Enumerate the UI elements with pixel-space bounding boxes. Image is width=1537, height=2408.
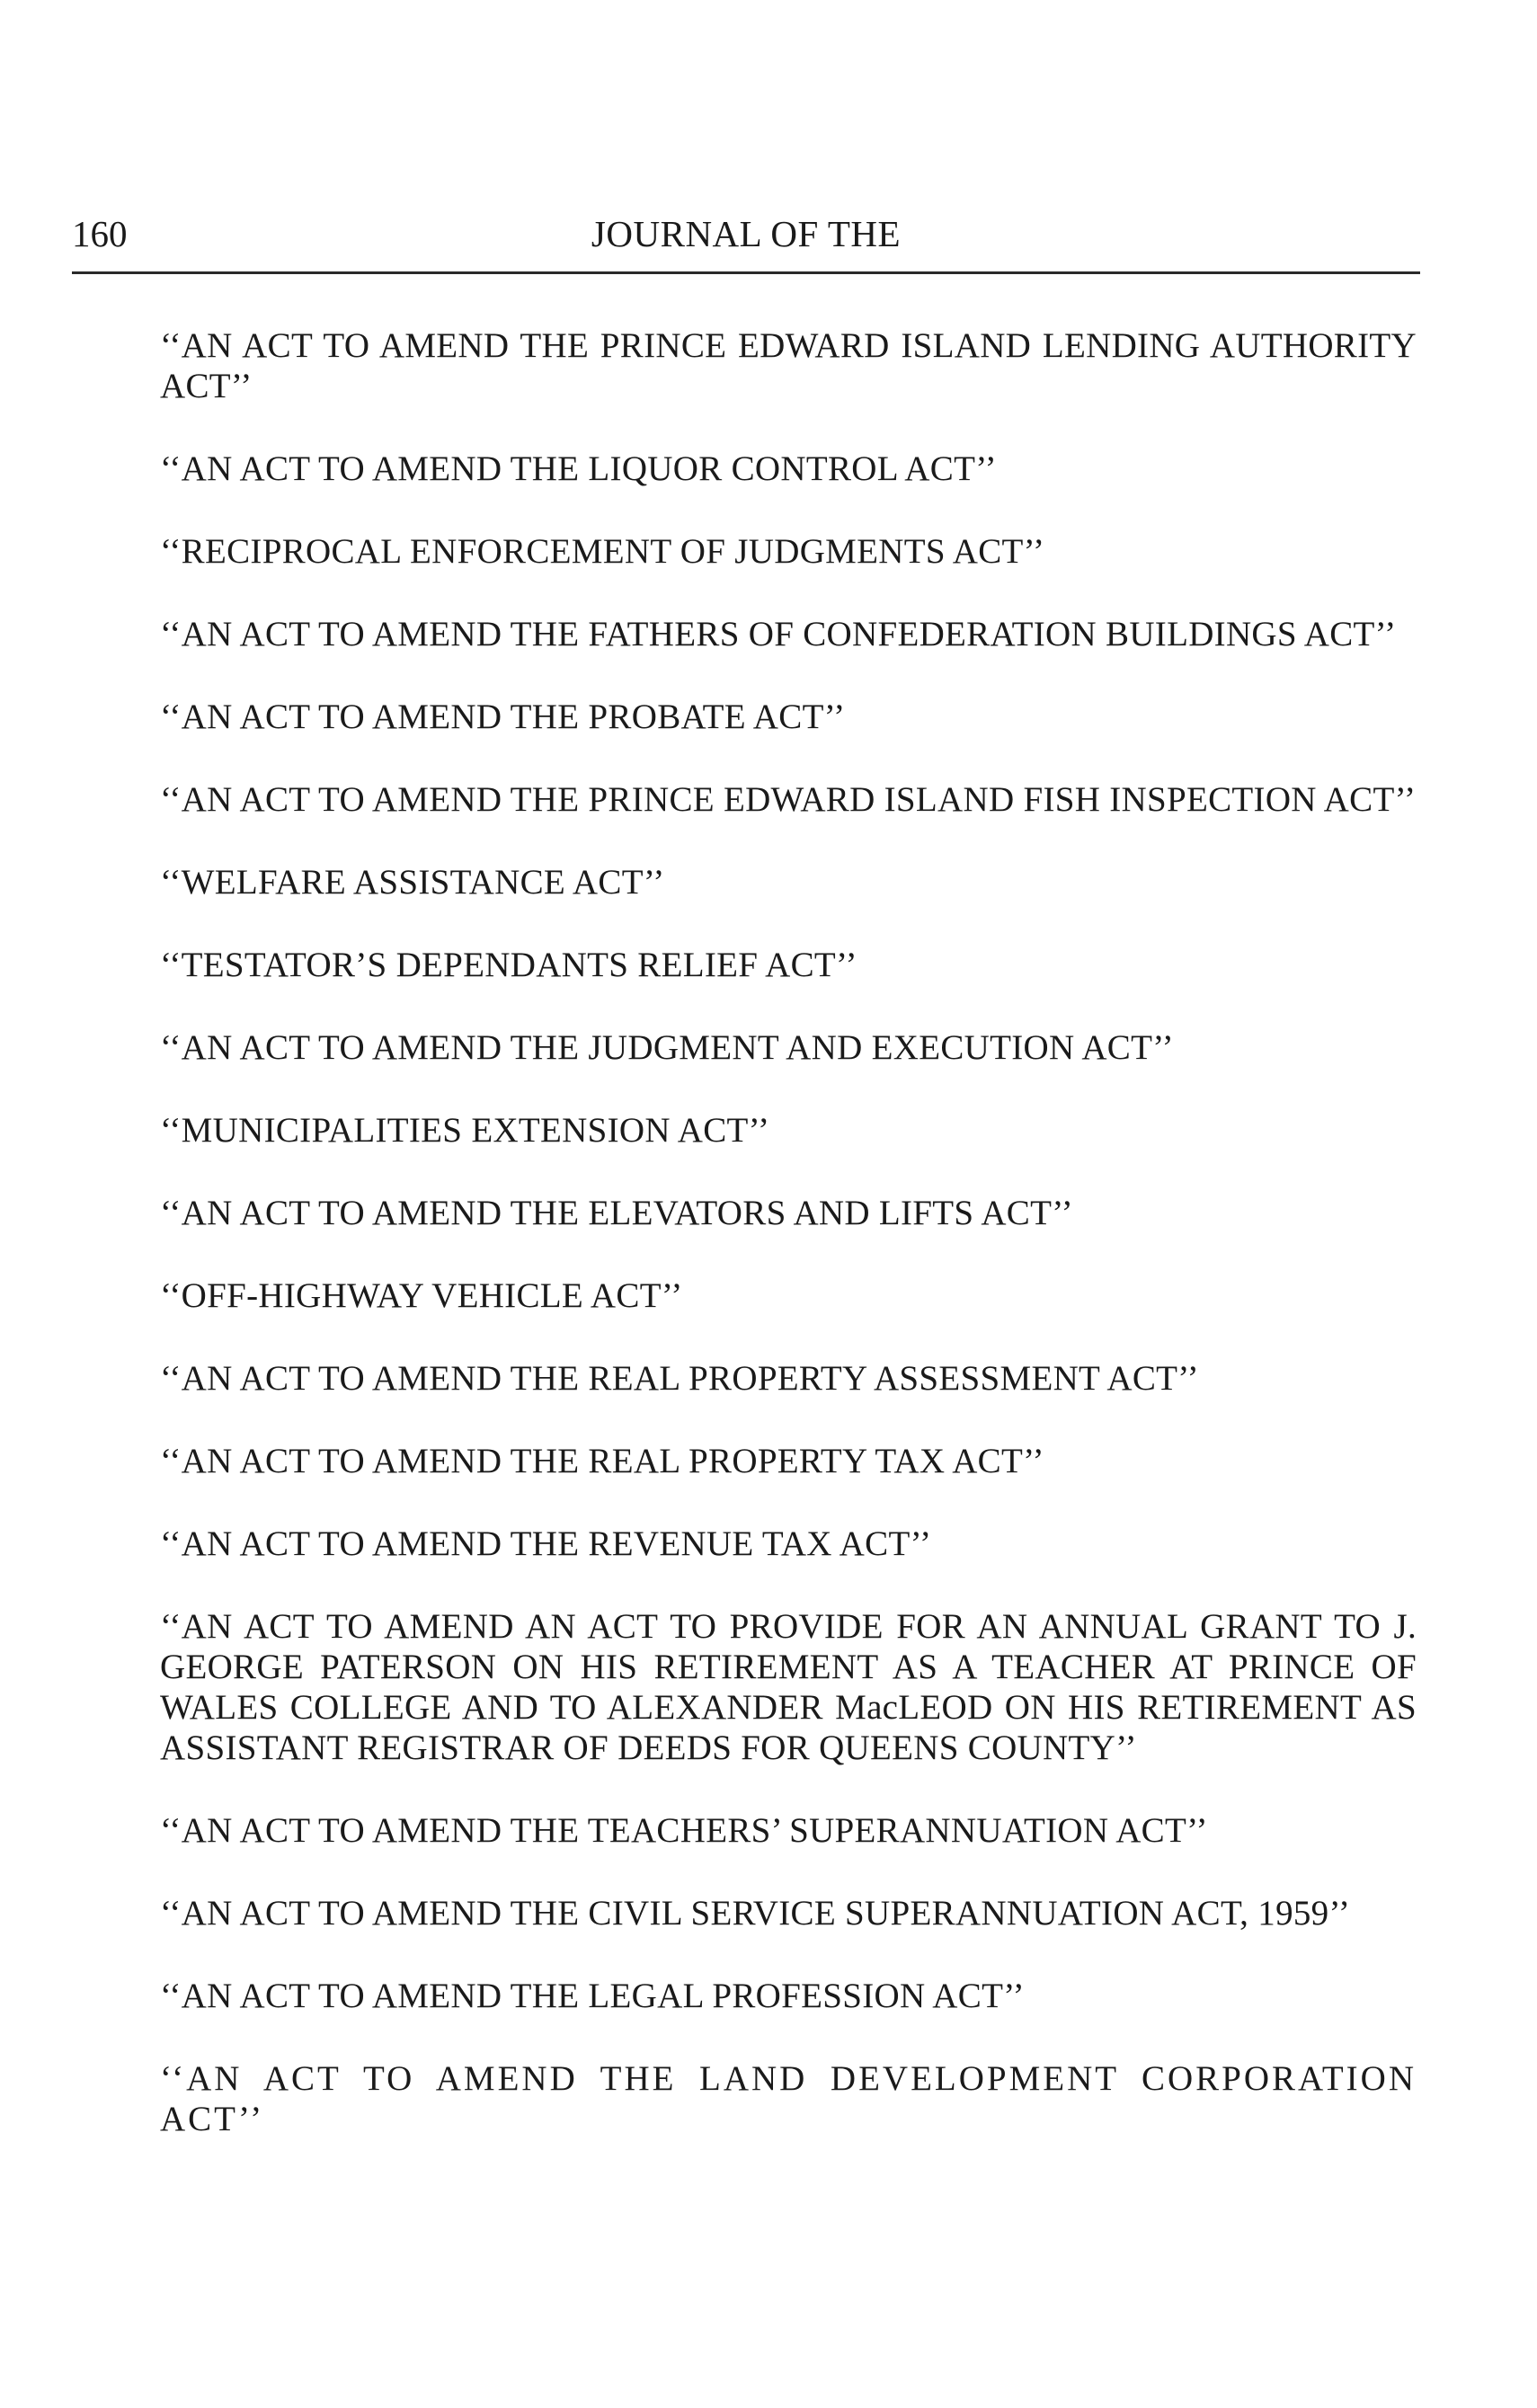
page-header [72,207,1420,261]
act-title-entry: ‘‘AN ACT TO AMEND THE LEGAL PROFESSION ACT’’ [160,1977,1025,2015]
act-title-entry: ‘‘TESTATOR’S DEPENDANTS RELIEF ACT’’ [160,946,857,984]
act-title-entry: ‘‘OFF-HIGHWAY VEHICLE ACT’’ [160,1276,683,1315]
act-title-entry: ‘‘AN ACT TO AMEND THE PROBATE ACT’’ [160,698,846,736]
act-title-entry: ‘‘AN ACT TO AMEND THE REAL PROPERTY TAX ACT’’ [160,1442,1044,1480]
act-title-entry: ‘‘AN ACT TO AMEND THE REVENUE TAX ACT’’ [160,1524,932,1563]
act-title-list [160,325,1417,2181]
act-title-entry: ‘‘AN ACT TO AMEND THE ELEVATORS AND LIFTS ACT’’ [160,1194,1073,1232]
act-title-entry: ‘‘AN ACT TO AMEND THE CIVIL SERVICE SUPERANNUATION ACT, 1959’’ [160,1894,1351,1933]
act-title-entry: ‘‘AN ACT TO AMEND THE PRINCE EDWARD ISLAND FISH INSPECTION ACT’’ [160,780,1417,819]
act-title-entry: ‘‘AN ACT TO AMEND THE FATHERS OF CONFEDERATION BUILDINGS ACT’’ [160,615,1397,653]
act-title-entry: ‘‘AN ACT TO AMEND THE PRINCE EDWARD ISLAND LENDING AUTHORITY ACT’’ [160,326,1417,405]
header-rule [72,271,1420,274]
act-title-entry: ‘‘WELFARE ASSISTANCE ACT’’ [160,863,665,902]
act-title-entry: ‘‘AN ACT TO AMEND THE TEACHERS’ SUPERANNUATION ACT’’ [160,1811,1208,1850]
act-title-entry: ‘‘AN ACT TO AMEND AN ACT TO PROVIDE FOR AN ANNUAL GRANT TO J. GEORGE PATERSON ON HIS RETIREMENT AS A TEACHER AT PRINCE OF WALES COLLEGE AND TO ALEXANDER MacLEOD ON HIS RETIREMENT AS ASSISTANT REGISTRAR OF DEEDS FOR QUEENS COUNTY’’ [160,1607,1417,1767]
act-title-entry: ‘‘MUNICIPALITIES EXTENSION ACT’’ [160,1111,770,1150]
page-number: 160 [72,213,128,254]
act-title-entry: ‘‘AN ACT TO AMEND THE REAL PROPERTY ASSESSMENT ACT’’ [160,1359,1199,1398]
act-title-entry: ‘‘AN ACT TO AMEND THE JUDGMENT AND EXECUTION ACT’’ [160,1028,1174,1067]
act-title-entry: ‘‘RECIPROCAL ENFORCEMENT OF JUDGMENTS ACT’’ [160,532,1045,571]
act-title-entry: ‘‘AN ACT TO AMEND THE LAND DEVELOPMENT CORPORATION ACT’’ [160,2059,1417,2138]
running-title: JOURNAL OF THE [591,213,902,254]
act-title-entry: ‘‘AN ACT TO AMEND THE LIQUOR CONTROL ACT’’ [160,449,997,488]
